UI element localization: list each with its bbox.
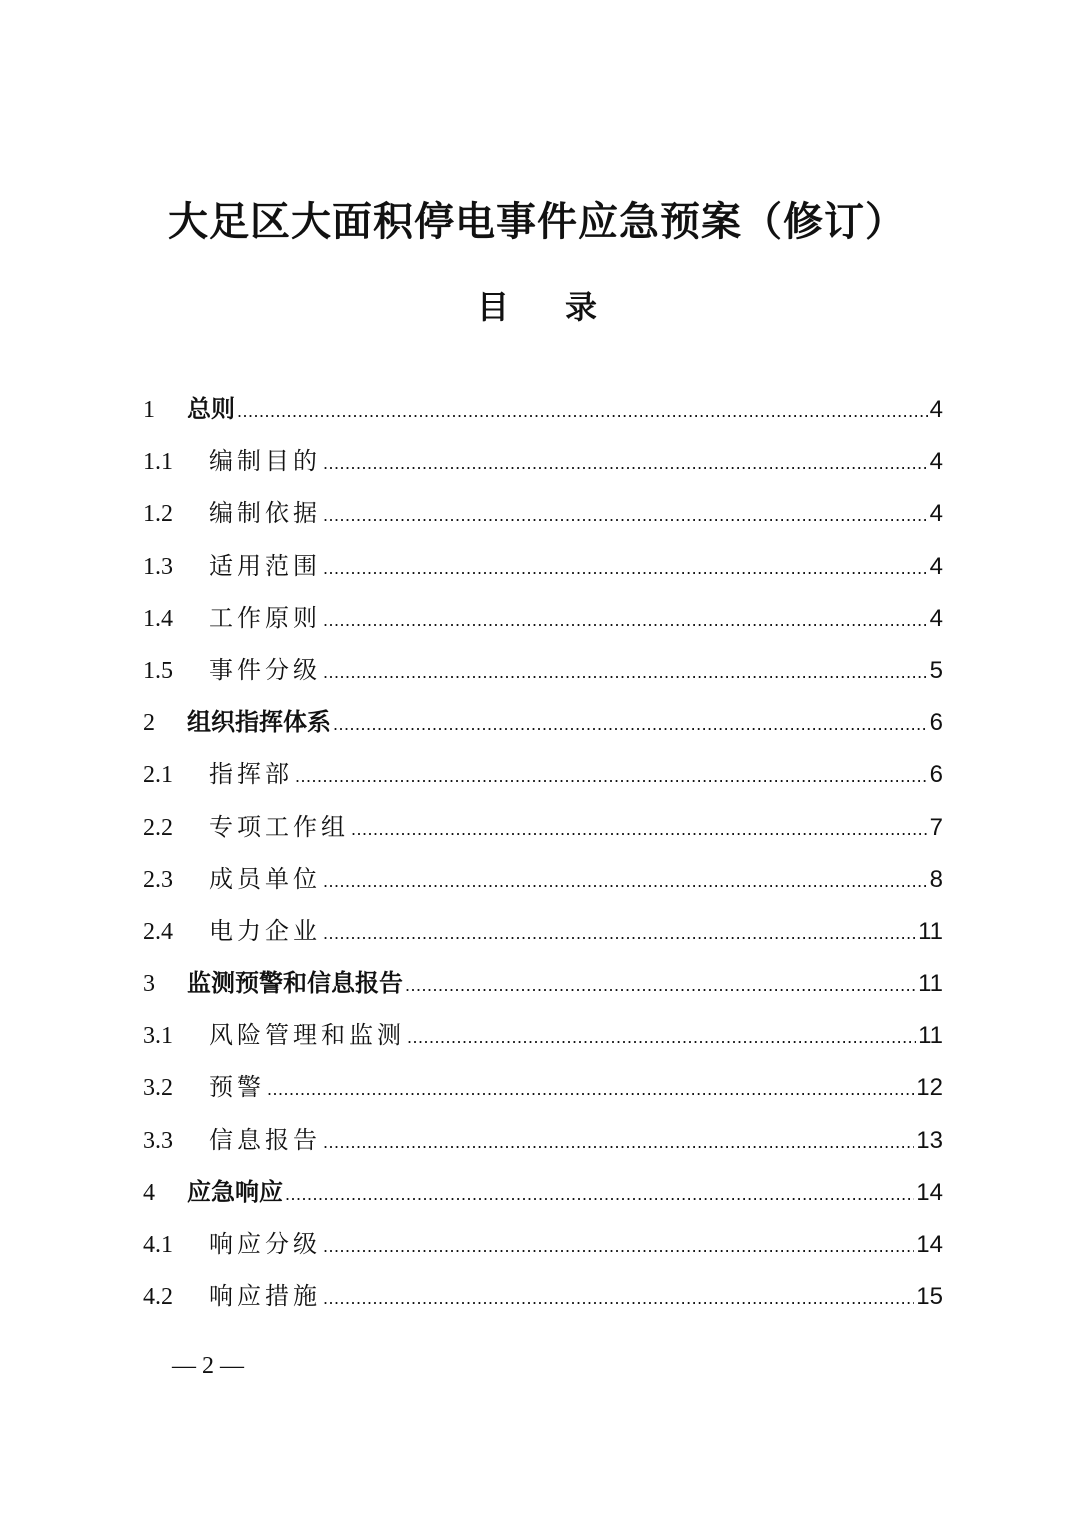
toc-dot-leader xyxy=(405,959,916,1011)
toc-entry-number: 2 xyxy=(143,710,155,737)
toc-subsection-entry[interactable] xyxy=(143,644,943,696)
toc-entry-number: 2.3 xyxy=(143,866,173,893)
toc-entry-number: 3.3 xyxy=(143,1127,173,1154)
toc-entry-page: 4 xyxy=(929,500,943,528)
toc-subsection-entry[interactable] xyxy=(143,1009,943,1061)
toc-entry-label: 应急响应 xyxy=(187,1177,283,1206)
toc-heading: 目录 xyxy=(476,288,653,326)
toc-entry-label: 事件分级 xyxy=(209,655,321,684)
toc-subsection-entry[interactable] xyxy=(143,1061,943,1113)
toc-entry-number: 3.1 xyxy=(143,1023,173,1050)
toc-entry-number: 2.4 xyxy=(143,918,173,945)
toc-entry-page: 15 xyxy=(916,1283,943,1311)
toc-dot-leader xyxy=(323,594,928,646)
toc-entry-page: 14 xyxy=(916,1231,943,1258)
toc-entry-label: 响应分级 xyxy=(209,1230,321,1258)
page-number: — 2 — xyxy=(172,1353,244,1379)
toc-dot-leader xyxy=(267,1063,914,1115)
toc-entry-label: 响应措施 xyxy=(209,1282,321,1311)
toc-subsection-entry[interactable] xyxy=(143,435,943,487)
toc-dot-leader xyxy=(323,907,916,959)
toc-entry-number: 3 xyxy=(143,971,155,998)
toc-subsection-entry[interactable] xyxy=(143,1114,943,1166)
toc-entry-number: 4 xyxy=(143,1179,155,1206)
toc-entry-number: 1.5 xyxy=(143,657,173,684)
toc-entry-label: 编制依据 xyxy=(209,499,321,528)
toc-dot-leader xyxy=(323,542,928,594)
toc-dot-leader xyxy=(285,1168,914,1220)
toc-entry-label: 总则 xyxy=(187,395,235,423)
toc-entry-label: 工作原则 xyxy=(209,603,321,632)
toc-subsection-entry[interactable] xyxy=(143,540,943,592)
toc-entry-number: 4.1 xyxy=(143,1232,173,1258)
toc-entry-label: 组织指挥体系 xyxy=(187,708,331,737)
toc-entry-number: 2.2 xyxy=(143,814,173,841)
toc-dot-leader xyxy=(407,1011,916,1063)
toc-dot-leader xyxy=(295,750,928,802)
toc-dot-leader xyxy=(323,855,928,907)
toc-dot-leader xyxy=(323,1220,914,1272)
toc-subsection-entry[interactable] xyxy=(143,1218,943,1270)
toc-subsection-entry[interactable] xyxy=(143,801,943,853)
toc-entry-page: 14 xyxy=(916,1178,943,1206)
toc-subsection-entry[interactable] xyxy=(143,487,943,539)
toc-entry-label: 电力企业 xyxy=(209,916,321,945)
toc-dot-leader xyxy=(323,646,928,698)
toc-entry-page: 11 xyxy=(918,917,943,945)
toc-entry-label: 监测预警和信息报告 xyxy=(187,969,403,998)
toc-subsection-entry[interactable] xyxy=(143,748,943,800)
document-title: 大足区大面积停电事件应急预案（修订） xyxy=(168,198,906,245)
toc-entry-label: 风险管理和监测 xyxy=(209,1021,405,1050)
toc-entry-page: 7 xyxy=(929,813,943,841)
toc-entry-page: 5 xyxy=(929,656,943,684)
toc-entry-number: 2.1 xyxy=(143,762,173,789)
toc-dot-leader xyxy=(323,1116,914,1168)
toc-dot-leader xyxy=(351,803,928,855)
toc-entry-number: 3.2 xyxy=(143,1075,173,1102)
toc-entry-number: 1.1 xyxy=(143,449,173,476)
toc-subsection-entry[interactable] xyxy=(143,592,943,644)
toc-subsection-entry[interactable] xyxy=(143,1270,943,1322)
toc-section-entry[interactable] xyxy=(143,696,943,748)
toc-section-entry[interactable] xyxy=(143,383,943,435)
toc-entry-page: 4 xyxy=(929,448,943,476)
toc-dot-leader xyxy=(323,437,928,489)
toc-entry-number: 1.2 xyxy=(143,501,173,528)
toc-subsection-entry[interactable] xyxy=(143,905,943,957)
toc-entry-label: 指挥部 xyxy=(209,760,293,789)
toc-entry-page: 12 xyxy=(916,1074,943,1102)
toc-section-entry[interactable] xyxy=(143,957,943,1009)
toc-entry-label: 适用范围 xyxy=(209,551,321,580)
toc-entry-page: 13 xyxy=(916,1126,943,1154)
toc-entry-page: 4 xyxy=(929,552,943,580)
toc-entry-page: 6 xyxy=(929,709,943,737)
toc-entry-page: 8 xyxy=(929,865,943,893)
toc-entry-number: 1 xyxy=(143,397,155,423)
toc-entry-number: 1.3 xyxy=(143,553,173,580)
toc-entry-page: 4 xyxy=(929,396,943,423)
toc-entry-page: 11 xyxy=(918,1022,943,1050)
toc-entry-label: 信息报告 xyxy=(209,1125,321,1154)
toc-entry-number: 1.4 xyxy=(143,605,173,632)
toc-entry-label: 成员单位 xyxy=(209,864,321,893)
toc-entry-label: 专项工作组 xyxy=(209,812,349,841)
toc-dot-leader xyxy=(323,489,928,541)
toc-entry-page: 4 xyxy=(929,604,943,632)
toc-dot-leader xyxy=(237,385,928,437)
toc-entry-label: 预警 xyxy=(209,1073,265,1102)
toc-subsection-entry[interactable] xyxy=(143,853,943,905)
toc-entry-page: 11 xyxy=(918,970,943,998)
toc-dot-leader xyxy=(323,1272,914,1324)
toc-section-entry[interactable] xyxy=(143,1166,943,1218)
toc-entry-page: 6 xyxy=(929,761,943,789)
toc-entry-number: 4.2 xyxy=(143,1284,173,1311)
toc-entry-label: 编制目的 xyxy=(209,447,321,476)
toc-dot-leader xyxy=(333,698,928,750)
table-of-contents xyxy=(143,383,943,1322)
